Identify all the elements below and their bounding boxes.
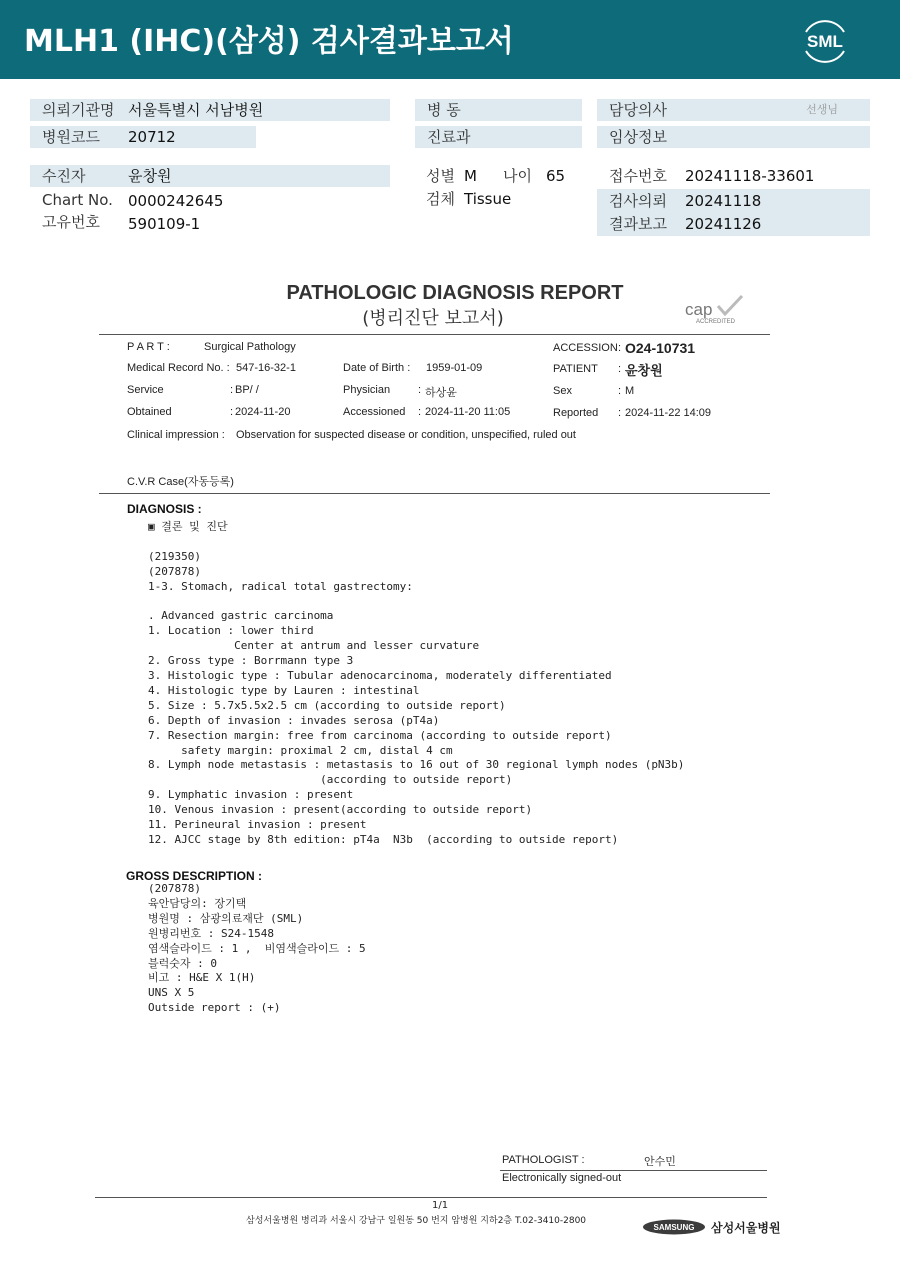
clinical-info-label: 임상정보 bbox=[609, 128, 667, 146]
page-title: MLH1 (IHC)(삼성) 검사결과보고서 bbox=[24, 24, 514, 59]
accessioned-label: Accessioned bbox=[343, 406, 406, 418]
reported-value: 2024-11-22 14:09 bbox=[625, 407, 712, 419]
age-label: 나이 bbox=[503, 167, 532, 185]
physician-value: 하상윤 bbox=[425, 387, 457, 399]
diagnosis-line: 7. Resection margin: free from carcinoma (according to outside report) bbox=[148, 728, 612, 742]
report-subtitle: (병리진단 보고서) bbox=[362, 308, 504, 329]
report-title: PATHOLOGIC DIAGNOSIS REPORT bbox=[286, 282, 624, 304]
clinical-impression-value: Observation for suspected disease or condition, unspecified, ruled out bbox=[236, 429, 576, 441]
diagnosis-line: ▣ 결론 및 진단 bbox=[148, 520, 228, 533]
diagnosis-line: 1-3. Stomach, radical total gastrectomy: bbox=[148, 579, 413, 593]
hospital-name: 삼성서울병원 bbox=[711, 1221, 781, 1235]
samsung-logo-text: SAMSUNG bbox=[653, 1223, 695, 1232]
doctor-suffix: 선생님 bbox=[806, 103, 838, 116]
reported-colon: : bbox=[618, 407, 622, 419]
doctor-label: 담당의사 bbox=[609, 101, 667, 119]
pathologist-value: 안수민 bbox=[644, 1156, 676, 1168]
sex-meta-label: Sex bbox=[553, 385, 572, 397]
diagnosis-line: (207878) bbox=[148, 564, 201, 578]
gross-line: 원병리번호 : S24-1548 bbox=[148, 926, 274, 940]
cvr-case: C.V.R Case(자동등록) bbox=[127, 476, 234, 488]
hospital-code-value: 20712 bbox=[128, 128, 176, 146]
clinical-info-field bbox=[597, 126, 870, 148]
diagnosis-line: 6. Depth of invasion : invades serosa (pT4a) bbox=[148, 713, 440, 727]
request-label: 검사의뢰 bbox=[609, 192, 667, 210]
gross-line: 블럭숫자 : 0 bbox=[148, 956, 217, 970]
institution-field bbox=[30, 99, 390, 121]
rule-middle bbox=[99, 493, 770, 494]
gross-line: 비고 : H&E X 1(H) bbox=[148, 971, 256, 985]
mrn-value: 547-16-32-1 bbox=[236, 362, 296, 374]
accessioned-colon: : bbox=[418, 406, 422, 418]
rule-top bbox=[99, 334, 770, 335]
report-header bbox=[0, 0, 900, 79]
logo-text: SML bbox=[807, 32, 843, 51]
diagnosis-line: (according to outside report) bbox=[148, 773, 513, 787]
patient-meta-colon: : bbox=[618, 363, 622, 375]
receipt-label: 접수번호 bbox=[609, 167, 667, 185]
diagnosis-line: 9. Lymphatic invasion : present bbox=[148, 788, 354, 802]
specimen-label: 검체 bbox=[426, 190, 455, 208]
patient-value: 윤창원 bbox=[128, 167, 172, 185]
sml-logo-icon bbox=[798, 13, 852, 67]
gross-line: 육안담당의: 장기택 bbox=[148, 896, 247, 910]
specimen-value: Tissue bbox=[464, 190, 512, 208]
gross-line: (207878) bbox=[148, 882, 201, 895]
sex-value: M bbox=[464, 167, 477, 185]
mrn-label: Medical Record No. : bbox=[127, 362, 230, 374]
signed-out: Electronically signed-out bbox=[502, 1172, 622, 1184]
diagnosis-line: 1. Location : lower third bbox=[148, 624, 314, 638]
unique-value: 590109-1 bbox=[128, 215, 201, 233]
ward-field bbox=[415, 99, 582, 121]
cap-accredited-logo bbox=[684, 294, 748, 326]
service-colon: : bbox=[230, 384, 234, 396]
accession-colon: : bbox=[618, 342, 622, 354]
diagnosis-line: 4. Histologic type by Lauren : intestinal bbox=[148, 683, 420, 697]
accessioned-value: 2024-11-20 11:05 bbox=[425, 406, 511, 418]
diagnosis-heading: DIAGNOSIS : bbox=[127, 502, 202, 516]
part-value: Surgical Pathology bbox=[204, 341, 296, 353]
chart-value: 0000242645 bbox=[128, 192, 224, 210]
physician-colon: : bbox=[418, 384, 422, 396]
sex-meta-value: M bbox=[625, 385, 635, 397]
accession-label: ACCESSION bbox=[553, 342, 618, 354]
diagnosis-line: 5. Size : 5.7x5.5x2.5 cm (according to outside report) bbox=[148, 698, 506, 712]
reported-label: Reported bbox=[553, 407, 599, 419]
receipt-value: 20241118-33601 bbox=[685, 167, 815, 185]
rule-signature bbox=[500, 1170, 767, 1171]
gross-line: 염색슬라이드 : 1 , 비염색슬라이드 : 5 bbox=[148, 941, 366, 955]
obtained-label: Obtained bbox=[127, 406, 172, 418]
unique-label: 고유번호 bbox=[42, 213, 100, 231]
cap-sub-text: ACCREDITED bbox=[696, 319, 736, 325]
page-number: 1/1 bbox=[432, 1200, 449, 1211]
dob-label: Date of Birth : bbox=[343, 362, 411, 374]
request-field bbox=[597, 189, 870, 236]
hospital-code-field bbox=[30, 126, 256, 148]
diagnosis-line: 11. Perineural invasion : present bbox=[148, 818, 367, 831]
pathologist-label: PATHOLOGIST : bbox=[502, 1154, 585, 1166]
gross-line: UNS X 5 bbox=[148, 986, 195, 1000]
cap-text: cap bbox=[685, 300, 713, 319]
samsung-logo bbox=[642, 1219, 706, 1235]
diagnosis-line: 3. Histologic type : Tubular adenocarcinoma, moderately differentiated bbox=[148, 669, 612, 682]
result-label: 결과보고 bbox=[609, 215, 667, 233]
sex-label: 성별 bbox=[426, 167, 455, 185]
rule-footer bbox=[95, 1197, 767, 1198]
diagnosis-line: 2. Gross type : Borrmann type 3 bbox=[148, 654, 354, 668]
obtained-value: 2024-11-20 bbox=[235, 406, 291, 418]
institution-value: 서울특별시 서남병원 bbox=[128, 101, 264, 119]
gross-heading: GROSS DESCRIPTION : bbox=[126, 869, 263, 883]
doctor-field bbox=[597, 99, 870, 121]
gross-line: 병원명 : 삼광의료재단 (SML) bbox=[148, 911, 304, 925]
patient-meta-label: PATIENT bbox=[553, 363, 598, 375]
clinical-impression-label: Clinical impression : bbox=[127, 429, 225, 441]
age-value: 65 bbox=[546, 167, 566, 185]
service-label: Service bbox=[127, 384, 164, 396]
request-value: 20241118 bbox=[685, 192, 762, 210]
hospital-code-label: 병원코드 bbox=[42, 128, 100, 146]
diagnosis-line: 12. AJCC stage by 8th edition: pT4a N3b (according to outside report) bbox=[148, 832, 619, 846]
chart-label: Chart No. bbox=[42, 191, 113, 209]
ward-label: 병 동 bbox=[427, 101, 461, 119]
diagnosis-line: (219350) bbox=[148, 549, 201, 563]
patient-label: 수진자 bbox=[42, 167, 86, 185]
patient-field bbox=[30, 165, 390, 187]
obtained-colon: : bbox=[230, 406, 234, 418]
diagnosis-line: safety margin: proximal 2 cm, distal 4 cm bbox=[148, 743, 453, 757]
footer-address: 삼성서울병원 병리과 서울시 강남구 일원동 50 번지 암병원 지하2층 T.02-3410-2800 bbox=[246, 1216, 587, 1226]
gross-line: Outside report : (+) bbox=[148, 1001, 281, 1015]
dept-label: 진료과 bbox=[427, 128, 471, 146]
service-value: BP/ / bbox=[235, 384, 259, 396]
physician-label: Physician bbox=[343, 384, 391, 396]
dept-field bbox=[415, 126, 582, 148]
diagnosis-line: 10. Venous invasion : present(according to outside report) bbox=[148, 803, 533, 817]
patient-meta-value: 윤창원 bbox=[625, 363, 663, 378]
sex-meta-colon: : bbox=[618, 385, 622, 397]
diagnosis-line: . Advanced gastric carcinoma bbox=[148, 609, 334, 623]
diagnosis-line: 8. Lymph node metastasis : metastasis to 16 out of 30 regional lymph nodes (pN3b) bbox=[148, 758, 685, 772]
part-label: P A R T : bbox=[127, 341, 170, 353]
institution-label: 의뢰기관명 bbox=[42, 101, 115, 119]
dob-value: 1959-01-09 bbox=[426, 362, 483, 374]
diagnosis-line: Center at antrum and lesser curvature bbox=[148, 639, 480, 653]
result-value: 20241126 bbox=[685, 215, 762, 233]
accession-value: O24-10731 bbox=[625, 340, 696, 356]
